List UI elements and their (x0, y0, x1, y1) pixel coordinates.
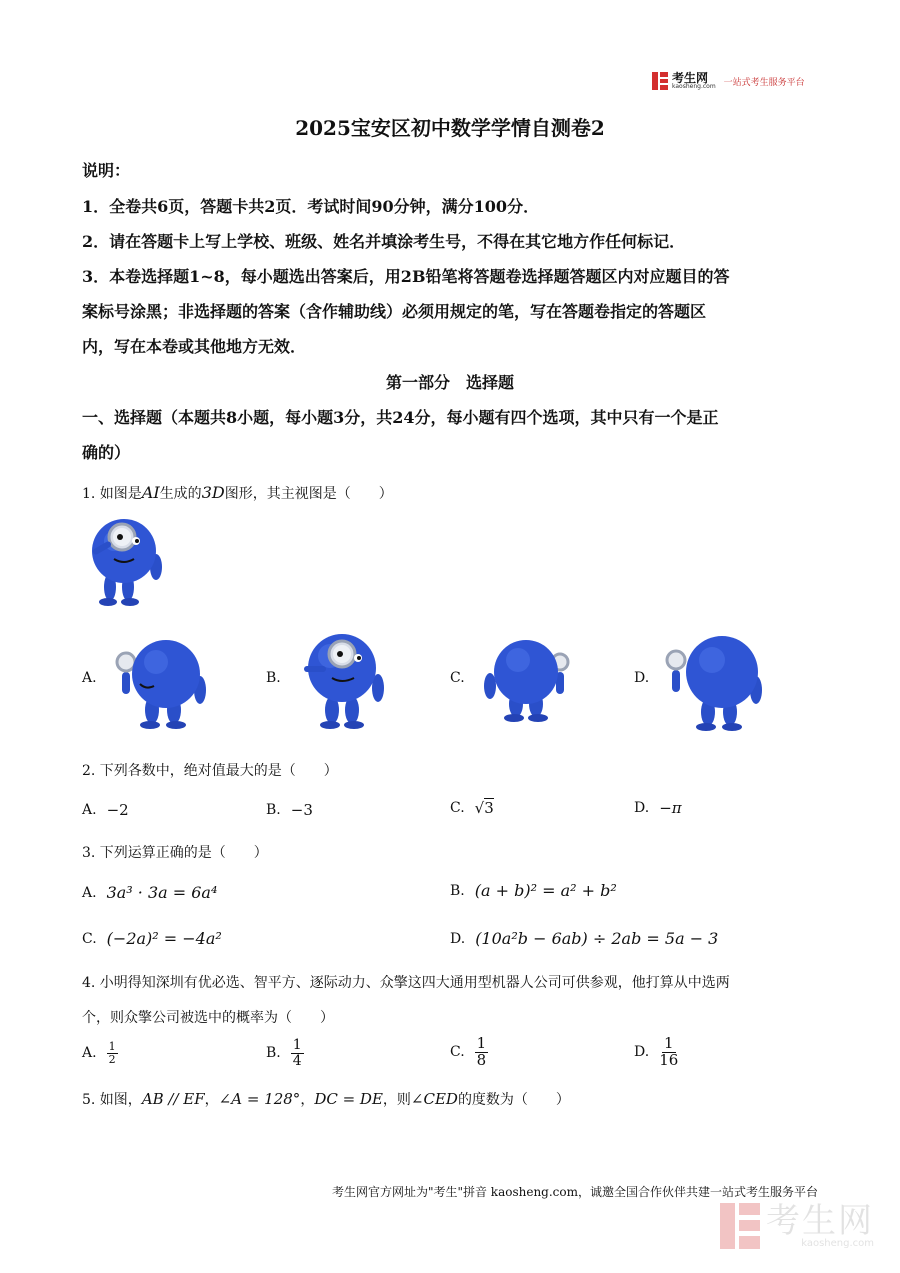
robot-figure-3d-icon (84, 515, 168, 607)
q1-option-c[interactable]: C. (450, 670, 465, 686)
note-item: 1．全卷共6页，答题卡共2页．考试时间90分钟，满分100分． (82, 197, 540, 216)
logo-name: 考生网 (672, 71, 709, 85)
q1-option-d[interactable]: D. (634, 670, 650, 686)
q2-option-b[interactable]: B. −3 (266, 801, 313, 819)
note-item: 2．请在答题卡上写上学校、班级、姓名并填涂考生号，不得在其它地方作任何标记． (82, 232, 686, 251)
q3-option-d[interactable]: D. (10a²b − 6ab) ÷ 2ab = 5a − 3 (450, 929, 719, 948)
watermark-url: kaosheng.com (801, 1237, 874, 1249)
part-heading: 第一部分 选择题 (385, 373, 514, 392)
q1-option-a[interactable]: A. (82, 670, 97, 686)
note-item: 3．本卷选择题1~8，每小题选出答案后，用2B铅笔将答题卷选择题答题区内对应题目的答 (82, 267, 730, 286)
section-instructions: 一、选择题（本题共8小题，每小题3分，共24分，每小题有四个选项，其中只有一个是正 (82, 408, 719, 427)
logo-url: kaosheng.com (672, 83, 716, 90)
option-a-front-view-icon (112, 632, 212, 730)
q3-option-a[interactable]: A. 3a³ · 3a = 6a⁴ (82, 883, 218, 902)
note-item: 内，写在本卷或其他地方无效． (82, 337, 307, 356)
q4-option-a[interactable]: A. $\frac{1}{2}$ (82, 1040, 116, 1066)
q2-option-c[interactable]: C. √3 (450, 799, 494, 817)
kaosheng-logo-icon (652, 72, 668, 90)
question-1-stem: 1. 如图是AI生成的3D图形，其主视图是（ ） (82, 483, 393, 502)
option-c-back-view-icon (482, 636, 572, 722)
option-d-top-view-icon (664, 630, 768, 732)
question-4-stem: 4. 小明得知深圳有优必选、智平方、逐际动力、众擎这四大通用型机器人公司可供参观，他打算从中选两 (82, 975, 730, 991)
watermark (720, 1200, 874, 1249)
option-b-side-view-icon (296, 628, 388, 730)
notes-heading: 说明： (82, 161, 131, 180)
question-3-stem: 3. 下列运算正确的是（ ） (82, 845, 268, 861)
question-2-stem: 2. 下列各数中，绝对值最大的是（ ） (82, 763, 338, 779)
q3-option-c[interactable]: C. (−2a)² = −4a² (82, 929, 222, 948)
watermark-logo-icon (720, 1203, 760, 1249)
watermark-text: 考生网 (766, 1200, 874, 1241)
footer-note: 考生网官方网址为"考生"拼音 kaosheng.com，诚邀全国合作伙伴共建一站式考生服务平台 (331, 1185, 818, 1199)
logo-slogan: 一站式考生服务平台 (723, 77, 805, 88)
q2-option-a[interactable]: A. −2 (82, 801, 129, 819)
q4-option-b[interactable]: B. $\frac{1}{4}$ (266, 1037, 302, 1069)
note-item: 案标号涂黑；非选择题的答案（含作辅助线）必须用规定的笔，写在答题卷指定的答题区 (82, 302, 707, 321)
brand-logo (652, 72, 805, 90)
page-title: 2025宝安区初中数学学情自测卷2 (295, 116, 605, 140)
q4-option-d[interactable]: D. $\frac{1}{16}$ (634, 1034, 679, 1069)
question-5-stem: 5. 如图，AB // EF，∠A = 128°，DC = DE，则∠CED的度数为（ ） (82, 1090, 570, 1108)
section-instructions-cont: 确的） (82, 443, 131, 462)
q1-option-b[interactable]: B. (266, 670, 281, 686)
q3-option-b[interactable]: B. (a + b)² = a² + b² (450, 881, 617, 900)
question-4-stem-cont: 个，则众擎公司被选中的概率为（ ） (82, 1010, 334, 1026)
q4-option-c[interactable]: C. $\frac{1}{8}$ (450, 1034, 487, 1069)
q2-option-d[interactable]: D. −π (634, 799, 682, 817)
